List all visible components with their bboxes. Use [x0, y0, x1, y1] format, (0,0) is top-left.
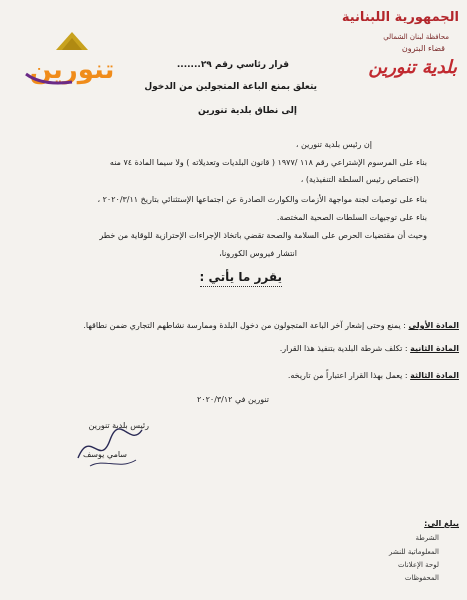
header-governorate: محافظة لبنان الشمالي [383, 33, 449, 41]
article-text: : يعمل بهذا القرار اعتباراً من تاريخه. [287, 371, 408, 380]
copy-recipient: لوحة الإعلانات [397, 561, 439, 569]
body-line: بناء على المرسوم الإشتراعي رقم ١١٨ /١٩٧٧ ( قانون البلديات وتعديلاته ) ولا سيما المادة ٧٤ منه [109, 158, 427, 167]
handwritten-signature [70, 418, 150, 478]
article-label: المادة الأولى [408, 321, 459, 330]
body-line: إن رئيس بلدية تنورين ، [295, 140, 372, 149]
municipality-logo [12, 28, 132, 88]
body-line: انتشار فيروس الكورونا، [219, 249, 297, 258]
decision-number: قرار رئاسي رقم ٢٩....... [176, 60, 289, 70]
header-state: الجمهورية اللبنانية [341, 10, 459, 25]
article-label: المادة الثالثة [410, 371, 459, 380]
place-date: تنورين في ٢٠٢٠/٣/١٢ [197, 395, 269, 404]
article-2 [280, 344, 459, 353]
article-label: المادة الثانية [410, 344, 459, 353]
article-text: : يمنع وحتى إشعار آخر الباعة المتجولون من دخول البلدة وممارسة نشاطهم التجاري ضمن نطاقها. [83, 321, 406, 330]
decides-heading: يقرر ما يأتي : [199, 270, 282, 284]
decision-subject-line2: إلى نطاق بلدية تنورين [198, 106, 297, 116]
copy-recipient: الشرطة [415, 534, 439, 542]
body-line: بناء على توجيهات السلطات الصحية المختصة. [276, 213, 427, 222]
body-line: (اختصاص رئيس السلطة التنفيذية) ، [300, 175, 419, 184]
signatory-title: رئيس بلدية تنورين [88, 421, 149, 430]
article-1 [83, 321, 459, 330]
header-district: قضاء البترون [401, 44, 445, 53]
body-line: وحيث أن مقتضيات الحرص على السلامة والصحة تقضي باتخاذ الإجراءات الإحترازية للوقاية من خطر [99, 231, 427, 240]
logo-text: تنورين [29, 55, 115, 85]
signatory-name: سامي يوسف [83, 450, 127, 459]
article-3 [288, 371, 459, 380]
copy-recipient: المعلوماتية للنشر [388, 548, 439, 556]
decision-subject-line1: يتعلق بمنع الباعة المتجولين من الدخول [144, 82, 317, 92]
header-municipality: بلدية تنورين [368, 57, 457, 78]
copy-recipient: المحفوظات [404, 574, 439, 582]
article-text: : تكلف شرطة البلدية بتنفيذ هذا القرار. [279, 344, 408, 353]
copies-heading: يبلغ الى: [424, 519, 459, 528]
body-line: بناء على توصيات لجنة مواجهة الأزمات والكوارث الصادرة عن اجتماعها الإستثنائي بتاريخ ٢٠٢٠/٣/١١ ، [97, 195, 427, 204]
